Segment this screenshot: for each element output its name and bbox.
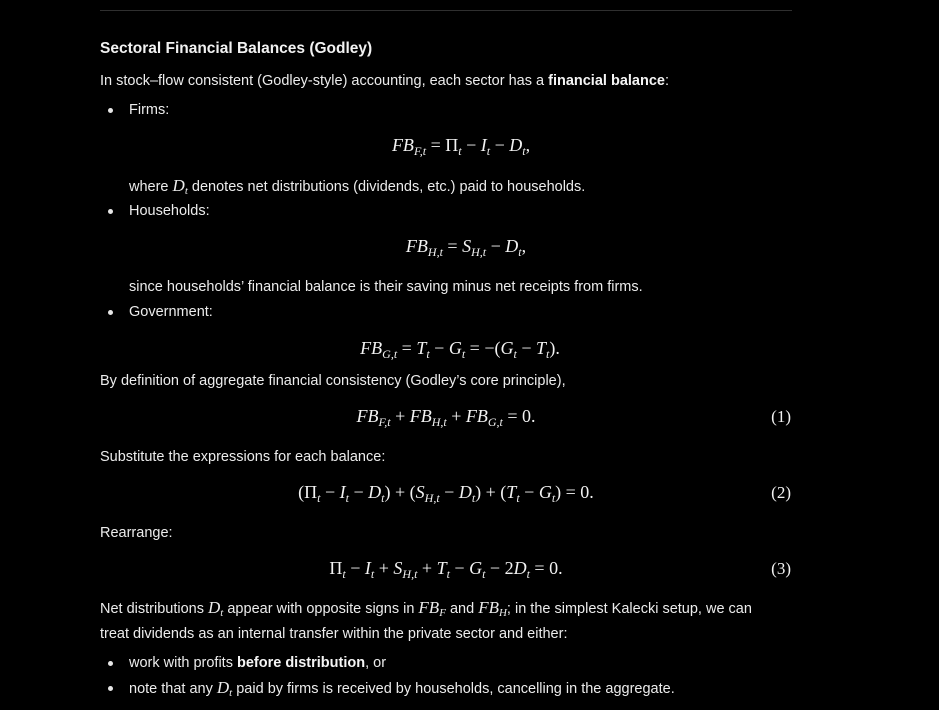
option-cancelling: note that any $D_t$ paid by firms is received by households, cancelling in the aggregate. — [129, 678, 675, 699]
section-heading: Sectoral Financial Balances (Godley) — [100, 40, 373, 57]
households-label: Households: — [129, 203, 210, 219]
households-balance-symbol: $FB_H$ — [478, 598, 507, 619]
definition-paragraph: By definition of aggregate financial consistency (Godley’s core principle), — [100, 373, 566, 389]
bullet-dot — [108, 108, 113, 113]
bullet-dot — [108, 686, 113, 691]
government-label: Government: — [129, 304, 213, 320]
firms-balance-symbol: $FB_F$ — [418, 598, 446, 619]
rearranged-equation: $\Pi_t - I_t + S_{H,t} + T_t - G_t - 2D_t = 0$. — [329, 558, 563, 581]
distributions-symbol: $D_t$ — [216, 678, 233, 699]
distributions-symbol: $D_t$ — [172, 176, 188, 197]
firms-label: Firms: — [129, 102, 170, 118]
equation-number-1: (1) — [771, 407, 791, 426]
firms-note: where $D_t$ denotes net distributions (dividends, etc.) paid to households. — [129, 176, 586, 197]
financial-balance-term: financial balance — [548, 73, 665, 89]
households-note: since households’ financial balance is their saving minus net receipts from firms. — [129, 279, 643, 295]
net-distributions-paragraph: Net distributions $D_t$ appear with opposite signs in $FB_F$ and $FB_H$; in the simplest Kalecki setup, we can — [100, 598, 752, 619]
before-distribution-term: before distribution — [236, 655, 366, 671]
bullet-dot — [108, 209, 113, 214]
substitute-paragraph: Substitute the expressions for each balance: — [100, 449, 386, 465]
substituted-equation: $(\Pi_t - I_t - D_t) + (S_{H,t} - D_t) + (T_t - G_t) = 0$. — [298, 482, 594, 505]
intro-paragraph: In stock–flow consistent (Godley-style) accounting, each sector has a financial balance: — [100, 73, 669, 89]
rearrange-paragraph: Rearrange: — [100, 525, 173, 541]
equation-number-3: (3) — [771, 559, 791, 578]
top-divider — [100, 10, 792, 11]
equation-number-2: (2) — [771, 483, 791, 502]
option-before-distribution: work with profits before distribution, or — [129, 655, 387, 671]
bullet-dot — [108, 661, 113, 666]
government-balance-equation: $FB_{G,t} = T_t - G_t = -(G_t - T_t)$. — [360, 338, 560, 361]
bullet-dot — [108, 310, 113, 315]
households-balance-equation: $FB_{H,t} = S_{H,t} - D_t$, — [405, 236, 527, 259]
net-distributions-paragraph-line2: treat dividends as an internal transfer within the private sector and either: — [100, 626, 568, 642]
firms-balance-equation: $FB_{F,t} = \Pi_t - I_t - D_t$, — [391, 135, 531, 158]
aggregate-consistency-equation: $FB_{F,t} + FB_{H,t} + FB_{G,t} = 0$. — [356, 406, 536, 429]
distributions-symbol: $D_t$ — [208, 598, 224, 619]
